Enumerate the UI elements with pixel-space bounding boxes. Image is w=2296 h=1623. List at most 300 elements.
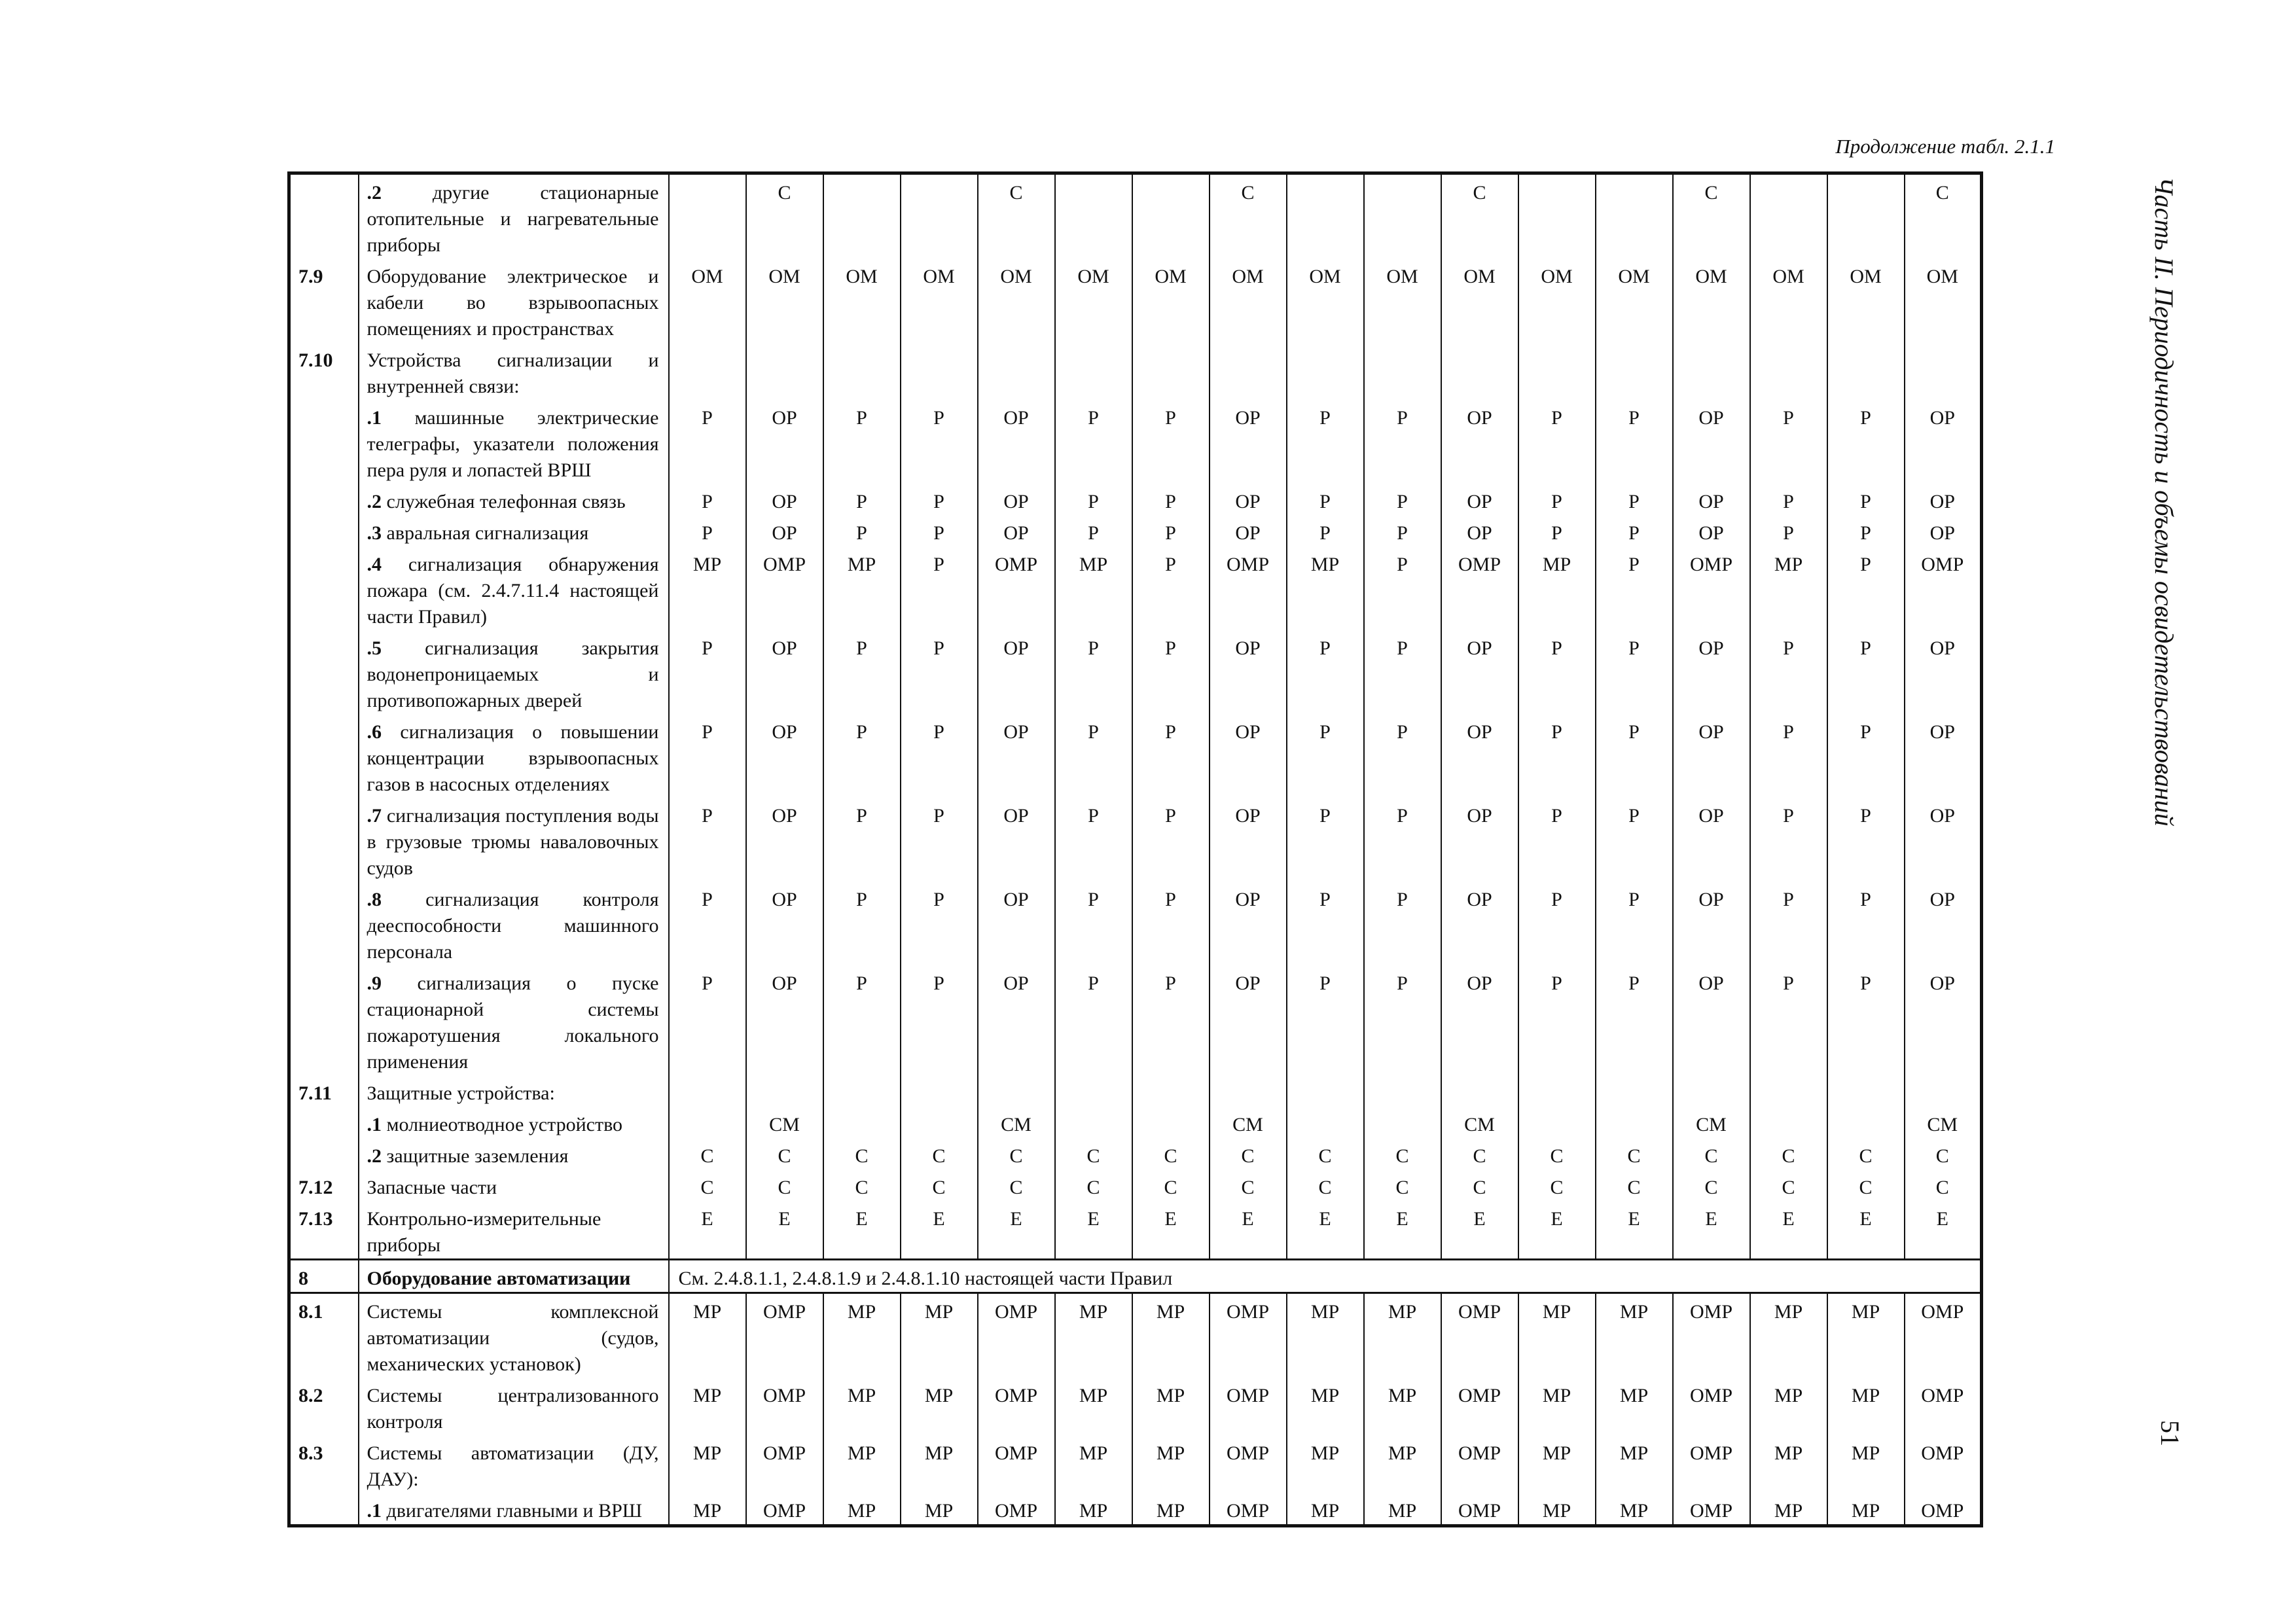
survey-code-cell: ОР (746, 400, 823, 484)
survey-code-cell: МР (669, 1293, 746, 1378)
table-row (289, 515, 1982, 546)
survey-code-cell: СМ (1673, 1107, 1750, 1138)
survey-code-cell (1596, 1107, 1673, 1138)
survey-code-cell (1055, 1107, 1132, 1138)
row-number: 7.11 (289, 1075, 359, 1107)
survey-code-cell (1210, 1075, 1287, 1107)
survey-code-cell: ОР (1441, 484, 1518, 515)
survey-code-cell: C (1750, 1169, 1827, 1201)
survey-code-cell: ОР (1210, 484, 1287, 515)
survey-code-cell: МР (1055, 1293, 1132, 1378)
survey-code-cell: Р (1750, 400, 1827, 484)
item-text: сигнализация закрытия водонепроницаемых и противопожарных дверей (367, 637, 659, 711)
survey-code-cell: C (1287, 1138, 1364, 1169)
survey-code-cell: C (669, 1138, 746, 1169)
survey-code-cell: E (1210, 1201, 1287, 1260)
survey-code-cell: МР (823, 1378, 901, 1435)
survey-code-cell: ОМ (1287, 259, 1364, 342)
table-row (289, 342, 1982, 400)
survey-code-cell: ОР (978, 882, 1055, 965)
survey-code-cell: Р (823, 965, 901, 1075)
row-description (359, 798, 669, 882)
survey-code-cell: СМ (746, 1107, 823, 1138)
survey-code-cell (1055, 342, 1132, 400)
survey-code-cell: МР (1287, 546, 1364, 630)
table-row (289, 484, 1982, 515)
survey-code-cell: Р (1750, 714, 1827, 798)
survey-code-cell: Р (901, 484, 978, 515)
survey-code-cell (1596, 1075, 1673, 1107)
survey-code-cell: ОР (1673, 798, 1750, 882)
table-row (289, 882, 1982, 965)
survey-code-cell (901, 342, 978, 400)
table-row (289, 1493, 1982, 1526)
item-text: Системы централизованного контроля (367, 1385, 659, 1433)
survey-code-cell: Р (1750, 630, 1827, 714)
survey-code-cell: ОМ (1518, 259, 1596, 342)
survey-code-cell (901, 1075, 978, 1107)
item-text: машинные электрические телеграфы, указатели положения пера руля и лопастей ВРШ (367, 407, 659, 481)
row-description (359, 342, 669, 400)
survey-code-cell: ОМР (1441, 1493, 1518, 1526)
survey-code-cell: ОМ (1441, 259, 1518, 342)
survey-code-cell: Р (1518, 400, 1596, 484)
survey-code-cell: Р (1364, 714, 1441, 798)
survey-code-cell: E (1518, 1201, 1596, 1260)
survey-code-cell: Р (669, 400, 746, 484)
survey-code-cell (1132, 342, 1210, 400)
survey-code-cell: ОР (1905, 630, 1982, 714)
survey-code-cell: Р (1055, 484, 1132, 515)
survey-code-cell: ОМ (1364, 259, 1441, 342)
survey-code-cell: C (901, 1138, 978, 1169)
survey-code-cell: C (823, 1169, 901, 1201)
row-description (359, 484, 669, 515)
row-number: 7.10 (289, 342, 359, 400)
survey-code-cell: C (1287, 1169, 1364, 1201)
survey-code-cell: Р (1518, 630, 1596, 714)
survey-code-cell: ОР (746, 630, 823, 714)
survey-code-cell: Р (1827, 484, 1905, 515)
item-text: защитные заземления (382, 1145, 569, 1167)
survey-code-cell: Р (1596, 546, 1673, 630)
survey-code-cell: МР (1132, 1493, 1210, 1526)
section-8-note: См. 2.4.8.1.1, 2.4.8.1.9 и 2.4.8.1.10 настоящей части Правил (669, 1260, 1982, 1293)
survey-code-cell: ОМР (1673, 546, 1750, 630)
row-number: 8.2 (289, 1378, 359, 1435)
survey-code-cell: E (669, 1201, 746, 1260)
row-number (289, 484, 359, 515)
survey-code-cell: ОР (1673, 714, 1750, 798)
survey-code-cell: ОМР (746, 1378, 823, 1435)
section-8-row (289, 1260, 1982, 1293)
survey-code-cell (1750, 1075, 1827, 1107)
survey-code-cell (1132, 1075, 1210, 1107)
survey-code-cell: ОМР (1905, 1493, 1982, 1526)
survey-code-cell: E (1905, 1201, 1982, 1260)
survey-code-cell: ОР (1673, 630, 1750, 714)
table-body-section-8 (289, 1293, 1982, 1526)
survey-code-cell: ОМР (978, 1293, 1055, 1378)
survey-code-cell: E (978, 1201, 1055, 1260)
survey-code-cell: ОМР (1673, 1293, 1750, 1378)
survey-code-cell: C (746, 1169, 823, 1201)
survey-code-cell: МР (1750, 1435, 1827, 1493)
survey-code-cell: МР (1518, 1378, 1596, 1435)
item-text: авральная сигнализация (382, 522, 589, 544)
survey-code-cell: Р (1364, 400, 1441, 484)
survey-code-cell: ОМ (669, 259, 746, 342)
survey-code-cell: МР (1827, 1493, 1905, 1526)
survey-code-cell: МР (901, 1435, 978, 1493)
survey-code-cell: Р (1287, 515, 1364, 546)
survey-code-cell: Р (823, 798, 901, 882)
row-number (289, 1107, 359, 1138)
row-description (359, 1169, 669, 1201)
survey-code-cell: Р (1364, 965, 1441, 1075)
survey-code-cell (1364, 342, 1441, 400)
survey-code-cell (1905, 342, 1982, 400)
row-description (359, 882, 669, 965)
survey-code-cell: Р (1132, 630, 1210, 714)
survey-code-cell: ОР (1210, 400, 1287, 484)
row-number: 7.13 (289, 1201, 359, 1260)
survey-code-cell: МР (1518, 1293, 1596, 1378)
survey-code-cell: Р (823, 515, 901, 546)
survey-code-cell (1518, 1107, 1596, 1138)
item-text: Оборудование электрическое и кабели во взрывоопасных помещениях и пространствах (367, 266, 659, 340)
survey-code-cell: Р (901, 546, 978, 630)
survey-code-cell: ОМ (1596, 259, 1673, 342)
row-number (289, 173, 359, 259)
survey-code-cell: МР (1055, 1378, 1132, 1435)
survey-code-cell: Р (669, 965, 746, 1075)
survey-code-cell (669, 1107, 746, 1138)
survey-code-cell: ОР (1441, 400, 1518, 484)
survey-code-cell (1287, 173, 1364, 259)
survey-code-cell: Р (1827, 798, 1905, 882)
survey-code-cell: Р (901, 714, 978, 798)
survey-code-cell: C (1673, 173, 1750, 259)
survey-code-cell: ОР (746, 515, 823, 546)
survey-code-cell: Р (1750, 882, 1827, 965)
survey-code-cell (1287, 342, 1364, 400)
row-description (359, 714, 669, 798)
survey-code-cell: E (1441, 1201, 1518, 1260)
item-text: сигнализация контроля дееспособности машинного персонала (367, 889, 659, 963)
survey-code-cell (1750, 173, 1827, 259)
survey-code-cell (746, 342, 823, 400)
survey-code-cell: ОМР (1441, 1293, 1518, 1378)
survey-code-cell (1596, 173, 1673, 259)
survey-code-cell: МР (1827, 1293, 1905, 1378)
survey-code-cell: C (1441, 173, 1518, 259)
row-description (359, 1201, 669, 1260)
item-text: сигнализация о повышении концентрации взрывоопасных газов в насосных отделениях (367, 721, 659, 795)
survey-code-cell: МР (1287, 1493, 1364, 1526)
survey-code-cell: Р (1596, 714, 1673, 798)
survey-code-cell: Р (1132, 400, 1210, 484)
survey-code-cell: ОР (978, 400, 1055, 484)
survey-code-cell: МР (1518, 1435, 1596, 1493)
survey-code-cell: Р (669, 882, 746, 965)
survey-code-cell: C (901, 1169, 978, 1201)
survey-code-cell: ОМР (746, 1293, 823, 1378)
survey-code-cell: Р (823, 630, 901, 714)
survey-code-cell: Р (1364, 798, 1441, 882)
survey-code-cell: ОМР (1673, 1435, 1750, 1493)
survey-code-cell: Р (901, 630, 978, 714)
survey-code-cell (978, 342, 1055, 400)
survey-code-cell: МР (1364, 1293, 1441, 1378)
survey-code-cell (1518, 342, 1596, 400)
survey-code-cell (823, 173, 901, 259)
survey-code-cell: Р (1055, 798, 1132, 882)
table-row (289, 1169, 1982, 1201)
survey-code-cell: ОР (746, 798, 823, 882)
survey-code-cell: E (1055, 1201, 1132, 1260)
survey-code-cell: Р (1518, 798, 1596, 882)
table-row (289, 173, 1982, 259)
survey-code-cell: Р (1364, 882, 1441, 965)
item-index: .1 (367, 1500, 382, 1522)
table-row (289, 1293, 1982, 1378)
survey-code-cell: Р (1827, 400, 1905, 484)
survey-code-cell: ОР (978, 630, 1055, 714)
survey-code-cell: C (1905, 1138, 1982, 1169)
row-number (289, 1493, 359, 1526)
survey-code-cell: ОМР (1210, 1435, 1287, 1493)
survey-code-cell: C (1518, 1138, 1596, 1169)
survey-code-cell: ОМР (978, 1435, 1055, 1493)
survey-code-cell: Р (1132, 965, 1210, 1075)
survey-code-cell: МР (1827, 1435, 1905, 1493)
survey-code-cell: Р (823, 400, 901, 484)
survey-code-cell: МР (1055, 1435, 1132, 1493)
survey-code-cell: C (1827, 1138, 1905, 1169)
survey-code-cell: Р (901, 400, 978, 484)
survey-code-cell: Р (901, 882, 978, 965)
survey-code-cell: Р (1055, 965, 1132, 1075)
survey-code-cell (1750, 1107, 1827, 1138)
survey-code-cell: Р (1055, 630, 1132, 714)
survey-code-cell: C (1441, 1138, 1518, 1169)
survey-code-cell (901, 1107, 978, 1138)
survey-code-cell: МР (823, 1293, 901, 1378)
survey-code-cell: МР (1518, 1493, 1596, 1526)
survey-code-cell: E (1673, 1201, 1750, 1260)
survey-code-cell: МР (1132, 1435, 1210, 1493)
survey-code-cell (1596, 342, 1673, 400)
survey-code-cell: ОМР (1441, 1378, 1518, 1435)
survey-code-cell: E (1596, 1201, 1673, 1260)
item-index: .2 (367, 182, 382, 204)
survey-code-cell: СМ (978, 1107, 1055, 1138)
page-number: 51 (2155, 1420, 2185, 1446)
row-description (359, 259, 669, 342)
table-body-section-7 (289, 173, 1982, 1260)
survey-code-cell: МР (1364, 1493, 1441, 1526)
survey-code-cell: ОР (1673, 400, 1750, 484)
survey-code-cell (1673, 342, 1750, 400)
survey-code-cell: Р (1596, 515, 1673, 546)
survey-code-cell: C (1210, 173, 1287, 259)
survey-code-cell: C (1441, 1169, 1518, 1201)
survey-code-cell: МР (1132, 1378, 1210, 1435)
survey-code-cell: Р (901, 798, 978, 882)
survey-code-cell: C (1750, 1138, 1827, 1169)
survey-code-cell: ОР (1905, 484, 1982, 515)
survey-code-cell: ОМР (1673, 1493, 1750, 1526)
survey-code-cell: E (1287, 1201, 1364, 1260)
survey-code-cell: ОР (1210, 515, 1287, 546)
survey-code-cell: ОМ (1827, 259, 1905, 342)
survey-code-cell: C (1673, 1138, 1750, 1169)
survey-code-cell (1287, 1075, 1364, 1107)
survey-code-cell: Р (823, 484, 901, 515)
item-text: молниеотводное устройство (382, 1114, 623, 1135)
survey-code-cell: ОМ (901, 259, 978, 342)
survey-code-cell: E (1132, 1201, 1210, 1260)
row-description (359, 1075, 669, 1107)
survey-code-cell: ОР (1673, 484, 1750, 515)
table-row (289, 630, 1982, 714)
row-number: 7.12 (289, 1169, 359, 1201)
survey-code-cell: МР (669, 1378, 746, 1435)
survey-code-cell: Р (1132, 882, 1210, 965)
survey-code-cell: C (1055, 1138, 1132, 1169)
survey-code-cell: ОМР (978, 1493, 1055, 1526)
survey-code-cell: ОМР (978, 546, 1055, 630)
survey-code-cell (669, 342, 746, 400)
survey-code-cell: Р (1596, 484, 1673, 515)
survey-code-cell: E (823, 1201, 901, 1260)
survey-code-cell: Р (1518, 882, 1596, 965)
survey-code-cell: E (1750, 1201, 1827, 1260)
row-description (359, 1435, 669, 1493)
row-description: Оборудование автоматизации (359, 1260, 669, 1293)
survey-code-cell: Р (1287, 630, 1364, 714)
survey-code-cell: ОР (746, 484, 823, 515)
survey-code-cell: ОМР (1905, 1293, 1982, 1378)
survey-code-cell: C (1364, 1138, 1441, 1169)
survey-code-cell: ОМ (978, 259, 1055, 342)
survey-code-cell (1132, 173, 1210, 259)
survey-code-cell: МР (901, 1293, 978, 1378)
survey-code-cell (1364, 1075, 1441, 1107)
survey-code-cell: ОР (978, 798, 1055, 882)
survey-code-cell: ОМР (1210, 1493, 1287, 1526)
survey-code-cell: МР (1596, 1435, 1673, 1493)
survey-code-cell (823, 1075, 901, 1107)
survey-code-cell: E (1827, 1201, 1905, 1260)
item-text: Запасные части (367, 1177, 497, 1198)
survey-code-cell: Р (1287, 484, 1364, 515)
item-text: сигнализация поступления воды в грузовые трюмы наваловочных судов (367, 805, 659, 879)
survey-code-cell: МР (669, 1493, 746, 1526)
item-index: .7 (367, 805, 382, 827)
item-index: .5 (367, 637, 382, 659)
survey-code-cell: ОМ (1905, 259, 1982, 342)
survey-code-cell: Р (1827, 515, 1905, 546)
survey-code-cell: C (978, 1138, 1055, 1169)
survey-code-cell: ОМ (746, 259, 823, 342)
item-index: .2 (367, 491, 382, 512)
table-row (289, 1075, 1982, 1107)
survey-code-cell: МР (1055, 1493, 1132, 1526)
survey-code-cell: МР (823, 1435, 901, 1493)
row-description (359, 1293, 669, 1378)
survey-code-cell (1055, 1075, 1132, 1107)
survey-code-cell: Р (669, 714, 746, 798)
survey-code-cell: C (823, 1138, 901, 1169)
survey-code-cell: ОМР (1905, 546, 1982, 630)
survey-code-cell: МР (1750, 546, 1827, 630)
survey-code-cell: ОР (1905, 714, 1982, 798)
survey-code-cell: ОР (1441, 515, 1518, 546)
survey-code-cell: ОМР (1441, 546, 1518, 630)
survey-code-cell: C (1210, 1169, 1287, 1201)
survey-code-cell: C (1827, 1169, 1905, 1201)
table-body-section-8-header (289, 1260, 1982, 1293)
survey-code-cell: C (669, 1169, 746, 1201)
survey-code-cell (746, 1075, 823, 1107)
survey-code-cell: C (1673, 1169, 1750, 1201)
survey-code-cell: ОР (746, 965, 823, 1075)
survey-code-cell: ОМР (746, 1435, 823, 1493)
survey-code-cell (978, 1075, 1055, 1107)
survey-code-cell: Р (1750, 515, 1827, 546)
survey-code-cell: МР (1827, 1378, 1905, 1435)
survey-code-cell: ОМ (1132, 259, 1210, 342)
survey-code-cell: Р (1827, 965, 1905, 1075)
survey-code-cell (669, 1075, 746, 1107)
survey-code-cell (1827, 173, 1905, 259)
survey-code-cell: ОР (1441, 798, 1518, 882)
survey-code-cell: Р (901, 515, 978, 546)
survey-code-cell: МР (901, 1378, 978, 1435)
row-number (289, 965, 359, 1075)
survey-code-cell: C (1055, 1169, 1132, 1201)
survey-code-cell: Р (1055, 400, 1132, 484)
survey-code-cell: Р (1518, 515, 1596, 546)
survey-code-cell: C (746, 173, 823, 259)
survey-code-cell: C (746, 1138, 823, 1169)
survey-code-cell (1518, 173, 1596, 259)
survey-code-cell (1905, 1075, 1982, 1107)
item-text: служебная телефонная связь (382, 491, 626, 512)
survey-code-cell: Р (669, 515, 746, 546)
survey-code-cell: ОМ (823, 259, 901, 342)
survey-code-cell: C (1596, 1138, 1673, 1169)
row-number: 7.9 (289, 259, 359, 342)
survey-code-cell: C (1518, 1169, 1596, 1201)
table-row (289, 714, 1982, 798)
survey-code-cell: Р (1287, 400, 1364, 484)
row-description (359, 546, 669, 630)
table-row (289, 1378, 1982, 1435)
table-row (289, 1435, 1982, 1493)
survey-code-cell: Р (669, 484, 746, 515)
survey-code-cell: МР (1287, 1293, 1364, 1378)
survey-code-cell: Р (1287, 798, 1364, 882)
survey-code-cell: Р (1518, 484, 1596, 515)
survey-code-cell: Р (901, 965, 978, 1075)
table-row (289, 1201, 1982, 1260)
survey-code-cell (1750, 342, 1827, 400)
survey-code-cell: МР (1364, 1435, 1441, 1493)
survey-code-cell (1132, 1107, 1210, 1138)
